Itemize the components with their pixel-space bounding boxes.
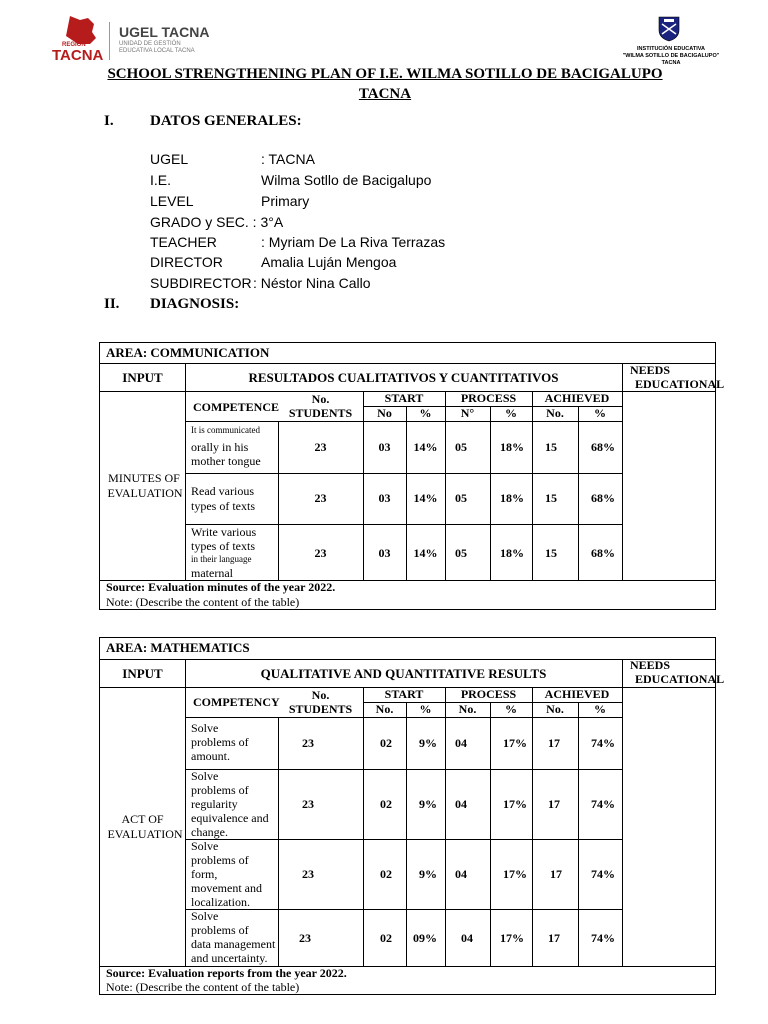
achieved-pct: 68% <box>591 546 615 560</box>
competency-line: Solve <box>191 721 219 735</box>
start-pct: 14% <box>413 491 438 505</box>
start-pct: 09% <box>413 931 437 945</box>
competence-line: types of texts <box>191 539 255 553</box>
competence-line: maternal <box>191 566 233 580</box>
communication-achieved-pct: % <box>594 406 606 420</box>
achieved-pct: 74% <box>591 931 615 945</box>
start-pct: 9% <box>419 867 437 881</box>
communication-competence-header: COMPETENCE <box>193 400 280 414</box>
competence-small-note: It is communicated <box>191 425 260 435</box>
general-label-ugel: UGEL <box>150 151 189 167</box>
competency-line: problems of <box>191 853 249 867</box>
process-no: 05 <box>455 546 467 560</box>
process-no: 05 <box>455 440 467 454</box>
achieved-pct: 68% <box>591 491 615 505</box>
communication-table <box>99 342 725 610</box>
mathematics-input-value-2: EVALUATION <box>107 827 183 841</box>
general-value-teacher: : Myriam De La Riva Terrazas <box>261 234 446 250</box>
competence-line: Write various <box>191 525 257 539</box>
competence-line: mother tongue <box>191 454 261 468</box>
communication-area-title: AREA: COMMUNICATION <box>106 345 270 360</box>
mathematics-area-title: AREA: MATHEMATICS <box>106 640 250 655</box>
achieved-no: 15 <box>545 440 557 454</box>
general-value-ugel: : TACNA <box>261 151 315 167</box>
process-no: 04 <box>461 931 473 945</box>
ugel-subtitle-1: UNIDAD DE GESTIÓN <box>119 41 181 47</box>
communication-process-header: PROCESS <box>460 391 517 405</box>
communication-students-header-1: No. <box>311 392 330 406</box>
competency-line: Solve <box>191 909 219 923</box>
process-pct: 18% <box>500 491 524 505</box>
start-no: 02 <box>380 797 392 811</box>
competency-line: form, <box>191 867 218 881</box>
start-no: 02 <box>380 736 392 750</box>
communication-input-value-1: MINUTES OF <box>108 471 180 485</box>
general-label-subdirector: SUBDIRECTOR <box>150 275 252 291</box>
mathematics-start-header: START <box>384 687 424 701</box>
process-no: 04 <box>455 736 467 750</box>
students-count: 23 <box>299 931 311 945</box>
competency-line: change. <box>191 825 228 839</box>
mathematics-note: Note: (Describe the content of the table) <box>106 980 300 994</box>
general-label-teacher: TEACHER <box>150 234 217 250</box>
mathematics-students-header-2: STUDENTS <box>288 702 353 716</box>
general-value-level: Primary <box>261 193 310 209</box>
region-name: TACNA <box>52 47 104 64</box>
process-pct: 17% <box>500 931 524 945</box>
achieved-no: 17 <box>548 736 560 750</box>
competency-line: Solve <box>191 769 219 783</box>
ugel-subtitle-2: EDUCATIVA LOCAL TACNA <box>119 48 195 54</box>
mathematics-needs-header-2: EDUCATIONAL <box>635 672 725 686</box>
start-no: 03 <box>378 491 391 505</box>
competency-line: and uncertainty. <box>191 951 268 965</box>
students-count: 23 <box>314 491 327 505</box>
section-2-title: DIAGNOSIS: <box>150 296 240 312</box>
start-pct: 14% <box>413 546 438 560</box>
start-pct: 9% <box>419 797 437 811</box>
communication-needs-header-2: EDUCATIONAL <box>635 377 725 391</box>
communication-needs-header-1: NEEDS <box>630 363 671 377</box>
achieved-no: 15 <box>545 546 557 560</box>
mathematics-results-header: QUALITATIVE AND QUANTITATIVE RESULTS <box>260 666 547 681</box>
section-1-title: DATOS GENERALES: <box>150 113 302 129</box>
competency-line: localization. <box>191 895 250 909</box>
start-no: 02 <box>380 867 392 881</box>
mathematics-achieved-header: ACHIEVED <box>544 687 610 701</box>
competency-line: regularity <box>191 797 238 811</box>
general-value-ie: Wilma Sotllo de Bacigalupo <box>261 172 432 188</box>
competency-line: problems of <box>191 735 249 749</box>
logo-divider <box>109 22 110 60</box>
general-label-director: DIRECTOR <box>150 254 223 270</box>
document-title-line-2: TACNA <box>358 86 412 102</box>
competency-line: Solve <box>191 839 219 853</box>
achieved-pct: 74% <box>591 797 615 811</box>
competency-line: data management <box>191 937 276 951</box>
start-no: 02 <box>380 931 392 945</box>
process-pct: 17% <box>503 797 527 811</box>
general-label-grado: GRADO y SEC. : 3°A <box>150 214 284 230</box>
competency-line: movement and <box>191 881 262 895</box>
mathematics-input-value-1: ACT OF <box>121 812 164 826</box>
school-logo-line-2: "WILMA SOTILLO DE BACIGALUPO" <box>622 53 720 59</box>
communication-start-pct: % <box>419 406 432 420</box>
communication-achieved-no: No. <box>546 406 564 420</box>
general-value-director: Amalia Luján Mengoa <box>261 254 397 270</box>
communication-source: Source: Evaluation minutes of the year 2022. <box>106 580 336 594</box>
process-no: 05 <box>455 491 467 505</box>
students-count: 23 <box>302 797 314 811</box>
competence-line: Read various <box>191 484 254 498</box>
achieved-no: 17 <box>550 867 562 881</box>
communication-results-header: RESULTADOS CUALITATIVOS Y CUANTITATIVOS <box>248 370 559 385</box>
competency-line: equivalence and <box>191 811 269 825</box>
communication-process-no: N° <box>460 406 475 420</box>
communication-input-header: INPUT <box>122 370 163 385</box>
mathematics-competence-header: COMPETENCY <box>193 695 280 709</box>
school-shield-icon <box>658 16 680 42</box>
competency-line: problems of <box>191 923 249 937</box>
mathematics-source: Source: Evaluation reports from the year 2022. <box>106 966 347 980</box>
mathematics-needs-header-1: NEEDS <box>630 658 671 672</box>
communication-start-no: No <box>377 406 392 420</box>
achieved-pct: 68% <box>591 440 615 454</box>
achieved-no: 15 <box>545 491 557 505</box>
achieved-pct: 74% <box>591 867 615 881</box>
communication-achieved-header: ACHIEVED <box>544 391 610 405</box>
general-label-level: LEVEL <box>150 193 194 209</box>
mathematics-students-header-1: No. <box>311 688 330 702</box>
mathematics-process-no: No. <box>458 702 477 716</box>
students-count: 23 <box>302 867 314 881</box>
process-pct: 18% <box>500 440 524 454</box>
competence-line: types of texts <box>191 499 255 513</box>
general-value-subdirector: : Néstor Nina Callo <box>253 275 371 291</box>
achieved-no: 17 <box>548 797 560 811</box>
start-no: 03 <box>378 440 391 454</box>
school-logo <box>620 14 730 69</box>
competency-line: problems of <box>191 783 249 797</box>
mathematics-achieved-no: No. <box>546 702 564 716</box>
section-1-number: I. <box>104 113 114 129</box>
mathematics-input-header: INPUT <box>122 666 163 681</box>
process-no: 04 <box>455 867 467 881</box>
mathematics-achieved-pct: % <box>594 702 606 716</box>
mathematics-table <box>99 637 725 995</box>
achieved-no: 17 <box>548 931 560 945</box>
communication-start-header: START <box>384 391 424 405</box>
mathematics-process-pct: % <box>505 702 517 716</box>
school-logo-line-3: TACNA <box>661 60 681 66</box>
mathematics-start-pct: % <box>419 702 432 716</box>
mathematics-process-header: PROCESS <box>460 687 517 701</box>
communication-process-pct: % <box>505 406 517 420</box>
process-pct: 18% <box>500 546 524 560</box>
mathematics-start-no: No. <box>375 702 394 716</box>
region-label: REGIÓN <box>62 42 86 48</box>
communication-note: Note: (Describe the content of the table) <box>106 595 300 609</box>
document-title-line-1: SCHOOL STRENGTHENING PLAN OF I.E. WILMA SOTILLO DE BACIGALUPO <box>107 66 663 82</box>
students-count: 23 <box>314 440 327 454</box>
competency-line: amount. <box>191 749 230 763</box>
competence-small-note: in their language <box>191 554 252 564</box>
school-logo-line-1: INSTITUCIÓN EDUCATIVA <box>637 46 705 52</box>
students-count: 23 <box>314 546 327 560</box>
start-no: 03 <box>378 546 391 560</box>
students-count: 23 <box>302 736 314 750</box>
achieved-pct: 74% <box>591 736 615 750</box>
ugel-tacna-logo <box>50 14 210 64</box>
general-label-ie: I.E. <box>150 172 172 188</box>
competence-line: orally in his <box>191 440 249 454</box>
communication-input-value-2: EVALUATION <box>107 486 183 500</box>
section-2-number: II. <box>104 296 120 312</box>
ugel-name: UGEL TACNA <box>119 24 210 40</box>
start-pct: 9% <box>419 736 437 750</box>
process-no: 04 <box>455 797 467 811</box>
process-pct: 17% <box>503 736 527 750</box>
communication-students-header-2: STUDENTS <box>288 406 353 420</box>
process-pct: 17% <box>503 867 527 881</box>
start-pct: 14% <box>413 440 438 454</box>
